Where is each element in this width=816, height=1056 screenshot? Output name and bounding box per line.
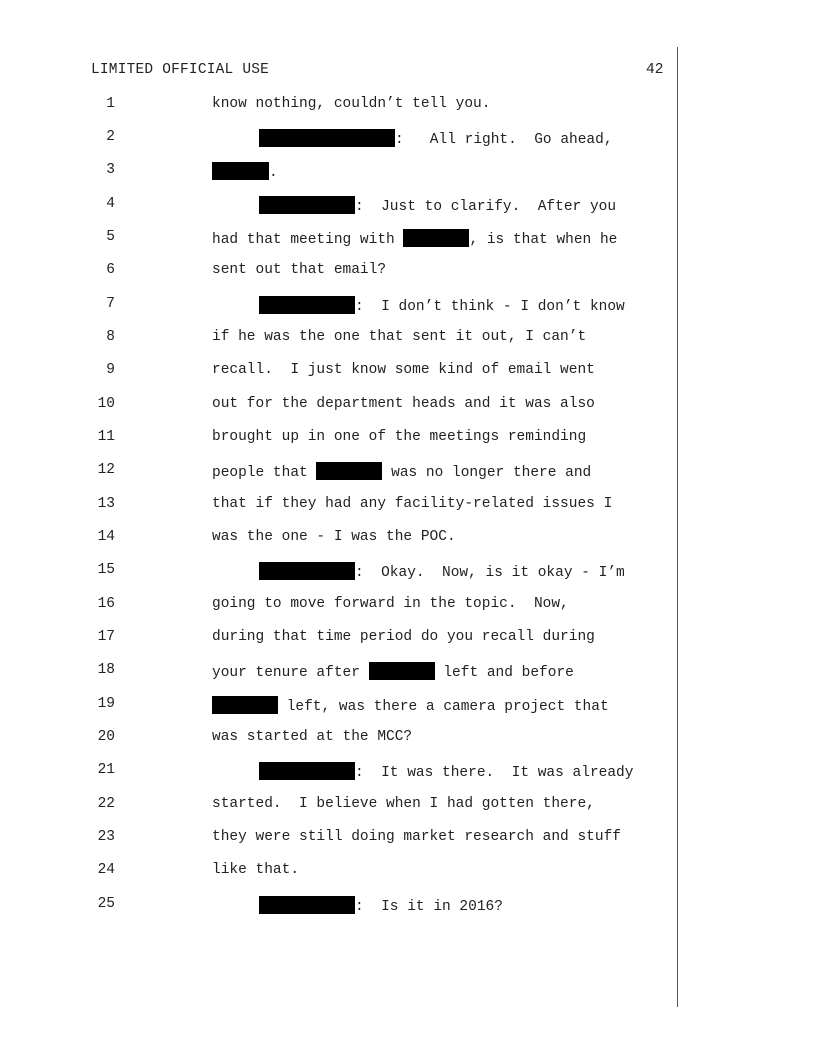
redaction-box [259,196,355,214]
line-number: 17 [97,629,115,645]
line-text: : Okay. Now, is it okay - I’m [259,562,625,581]
line-number: 9 [106,362,115,378]
transcript-line [0,729,816,753]
line-text: your tenure after left and before [212,662,574,681]
line-text: . [212,162,278,181]
transcript-line [0,596,816,620]
redaction-box [212,696,278,714]
transcript-line [0,562,816,586]
line-text: like that. [212,862,300,878]
line-number: 12 [97,462,115,478]
line-text: recall. I just know some kind of email went [212,362,595,378]
line-text: was started at the MCC? [212,729,413,745]
transcript-line [0,829,816,853]
classification-marking: LIMITED OFFICIAL USE [91,62,270,78]
line-number: 11 [97,429,115,445]
redaction-box [259,896,355,914]
transcript-line [0,296,816,320]
transcript-line [0,662,816,686]
transcript-line [0,629,816,653]
line-text: was the one - I was the POC. [212,529,456,545]
redaction-box [316,462,382,480]
line-number: 10 [97,396,115,412]
transcript-line [0,896,816,920]
redaction-box [369,662,435,680]
transcript-line [0,762,816,786]
line-number: 18 [97,662,115,678]
line-text: they were still doing market research and stuff [212,829,621,845]
page-number: 42 [646,62,664,78]
transcript-line [0,362,816,386]
redaction-box [259,296,355,314]
line-text: : Just to clarify. After you [259,196,616,215]
line-number: 15 [97,562,115,578]
line-number: 14 [97,529,115,545]
line-text: sent out that email? [212,262,387,278]
line-number: 8 [106,329,115,345]
line-number: 20 [97,729,115,745]
line-number: 7 [106,296,115,312]
transcript-line [0,396,816,420]
line-number: 5 [106,229,115,245]
line-text: started. I believe when I had gotten there, [212,796,595,812]
line-number: 3 [106,162,115,178]
line-number: 1 [106,96,115,112]
redaction-box [212,162,269,180]
transcript-line [0,129,816,153]
line-text: : It was there. It was already [259,762,633,781]
line-number: 4 [106,196,115,212]
line-number: 24 [97,862,115,878]
transcript-line [0,329,816,353]
line-text: brought up in one of the meetings reminding [212,429,587,445]
line-number: 23 [97,829,115,845]
line-text: if he was the one that sent it out, I can’t [212,329,587,345]
line-number: 6 [106,262,115,278]
redaction-box [403,229,469,247]
line-number: 21 [97,762,115,778]
transcript-line [0,229,816,253]
transcript-line [0,429,816,453]
transcript-line [0,796,816,820]
line-text: : I don’t think - I don’t know [259,296,625,315]
line-text: left, was there a camera project that [212,696,609,715]
line-number: 2 [106,129,115,145]
transcript-line [0,496,816,520]
transcript-line [0,196,816,220]
line-number: 16 [97,596,115,612]
transcript-line [0,462,816,486]
transcript-line [0,862,816,886]
redaction-box [259,762,355,780]
transcript-line [0,262,816,286]
line-text: during that time period do you recall during [212,629,595,645]
line-text: that if they had any facility-related issues I [212,496,613,512]
line-number: 19 [97,696,115,712]
line-text: out for the department heads and it was also [212,396,595,412]
line-number: 13 [97,496,115,512]
redaction-box [259,129,395,147]
line-number: 25 [97,896,115,912]
line-number: 22 [97,796,115,812]
transcript-line [0,529,816,553]
line-text: had that meeting with , is that when he [212,229,617,248]
line-text: going to move forward in the topic. Now, [212,596,569,612]
transcript-line [0,96,816,120]
line-text: : All right. Go ahead, [259,129,613,148]
line-text: know nothing, couldn’t tell you. [212,96,491,112]
line-text: people that was no longer there and [212,462,591,481]
transcript-line [0,696,816,720]
line-text: : Is it in 2016? [259,896,503,915]
transcript-line [0,162,816,186]
redaction-box [259,562,355,580]
